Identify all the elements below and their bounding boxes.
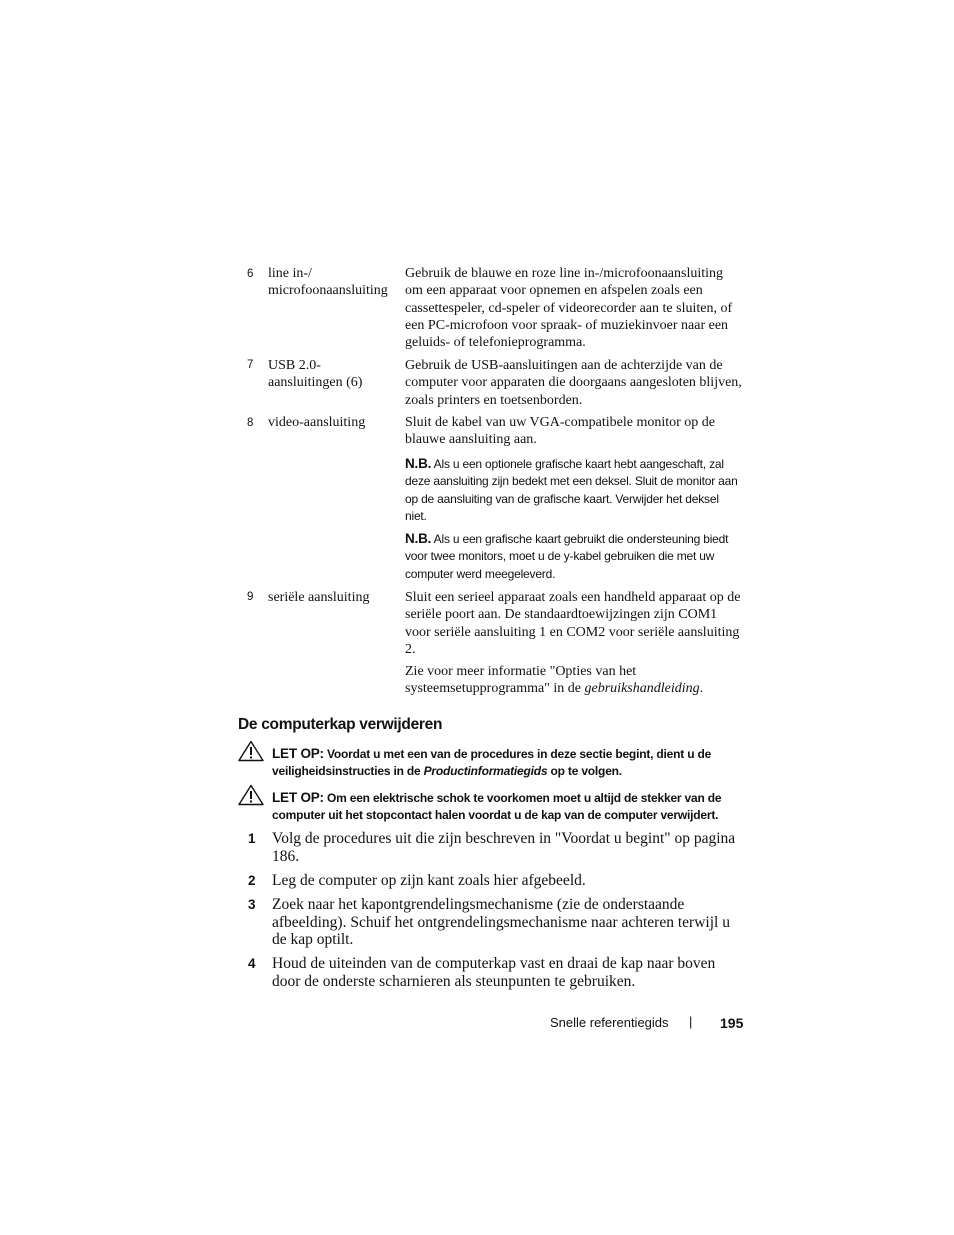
step-text: Leg de computer op zijn kant zoals hier afgebeeld. [272, 872, 586, 889]
note-lead: N.B. [405, 456, 432, 471]
caution-lead: LET OP: [272, 746, 324, 761]
warning-icon [238, 740, 264, 762]
row-description: Sluit een serieel apparaat zoals een handheld apparaat op de seriële poort aan. De standaardtoewijzingen zijn COM1 voor seriële aansluiting 1 en COM2 voor seriële aansluiting 2. [405, 590, 741, 657]
note-text: Als u een grafische kaart gebruikt die ondersteuning biedt voor twee monitors, moet u de y-kabel gebruiken die met uw computer werd meegeleverd. [405, 532, 729, 581]
step-number: 2 [248, 873, 256, 888]
warning-icon [238, 784, 264, 806]
step-text: Houd de uiteinden van de computerkap vast en draai de kap naar boven door de onderste scharnieren als steunpunten te gebruiken. [272, 955, 716, 990]
note-text: Als u een optionele grafische kaart hebt aangeschaft, zal deze aansluiting zijn bedekt met een deksel. Sluit de monitor aan op de aansluiting van de grafische kaart. Verwijder het deksel niet. [405, 457, 738, 523]
note-lead: N.B. [405, 531, 432, 546]
row-description: Gebruik de USB-aansluitingen aan de achterzijde van de computer voor apparaten die doorgaans aangesloten blijven, zoals printers en toetsenborden. [405, 358, 742, 408]
footer-separator: | [689, 1014, 693, 1029]
step-text: Zoek naar het kapontgrendelingsmechanisme (zie de onderstaande afbeelding). Schuif het ontgrendelingsmechanisme naar achteren terwijl u de kap optilt. [272, 896, 730, 948]
row-label: USB 2.0- aansluitingen (6) [268, 358, 363, 391]
footer-title: Snelle referentiegids [550, 1015, 669, 1030]
caution-text: LET OP: Voordat u met een van de procedures in deze sectie begint, dient u de veiligheidsinstructies in de Productinformatiegids op te volgen. [272, 746, 712, 779]
page-number: 195 [720, 1015, 744, 1031]
note [405, 530, 743, 583]
section-title: De computerkap verwijderen [238, 716, 443, 733]
step-text: Volg de procedures uit die zijn beschreven in "Voordat u begint" op pagina 186. [272, 830, 736, 865]
row-label: line in-/ microfoonaansluiting [268, 266, 388, 299]
row-number: 8 [247, 417, 254, 429]
step-number: 4 [248, 956, 256, 971]
caution-text: LET OP: Om een elektrische schok te voorkomen moet u altijd de stekker van de computer uit het stopcontact halen voordat u de kap van de computer verwijdert. [272, 790, 722, 823]
row-description: Gebruik de blauwe en roze line in-/microfoonaansluiting om een apparaat voor opnemen en afspelen zoals een cassettespeler, cd-speler of videorecorder aan te sluiten, of een PC-microfoon voor spraak- of muziekinvoer naar een geluids- of telefonieprogramma. [405, 266, 733, 351]
product-guide-title: Productinformatiegids [423, 764, 548, 779]
row-description: Sluit de kabel van uw VGA-compatibele monitor op de blauwe aansluiting aan. [405, 415, 716, 448]
step-number: 1 [248, 831, 256, 846]
row-number: 7 [247, 359, 254, 371]
manual-title: gebruikshandleiding [584, 681, 700, 697]
row-extra-info: Zie voor meer informatie "Opties van het systeemsetupprogramma" in de gebruikshandleiding. [405, 664, 704, 697]
note [405, 455, 743, 525]
row-number: 9 [247, 591, 254, 603]
row-label: seriële aansluiting [268, 590, 370, 605]
caution-lead: LET OP: [272, 790, 324, 805]
row-number: 6 [247, 268, 254, 280]
step-number: 3 [248, 897, 256, 912]
row-label: video-aansluiting [268, 415, 366, 430]
